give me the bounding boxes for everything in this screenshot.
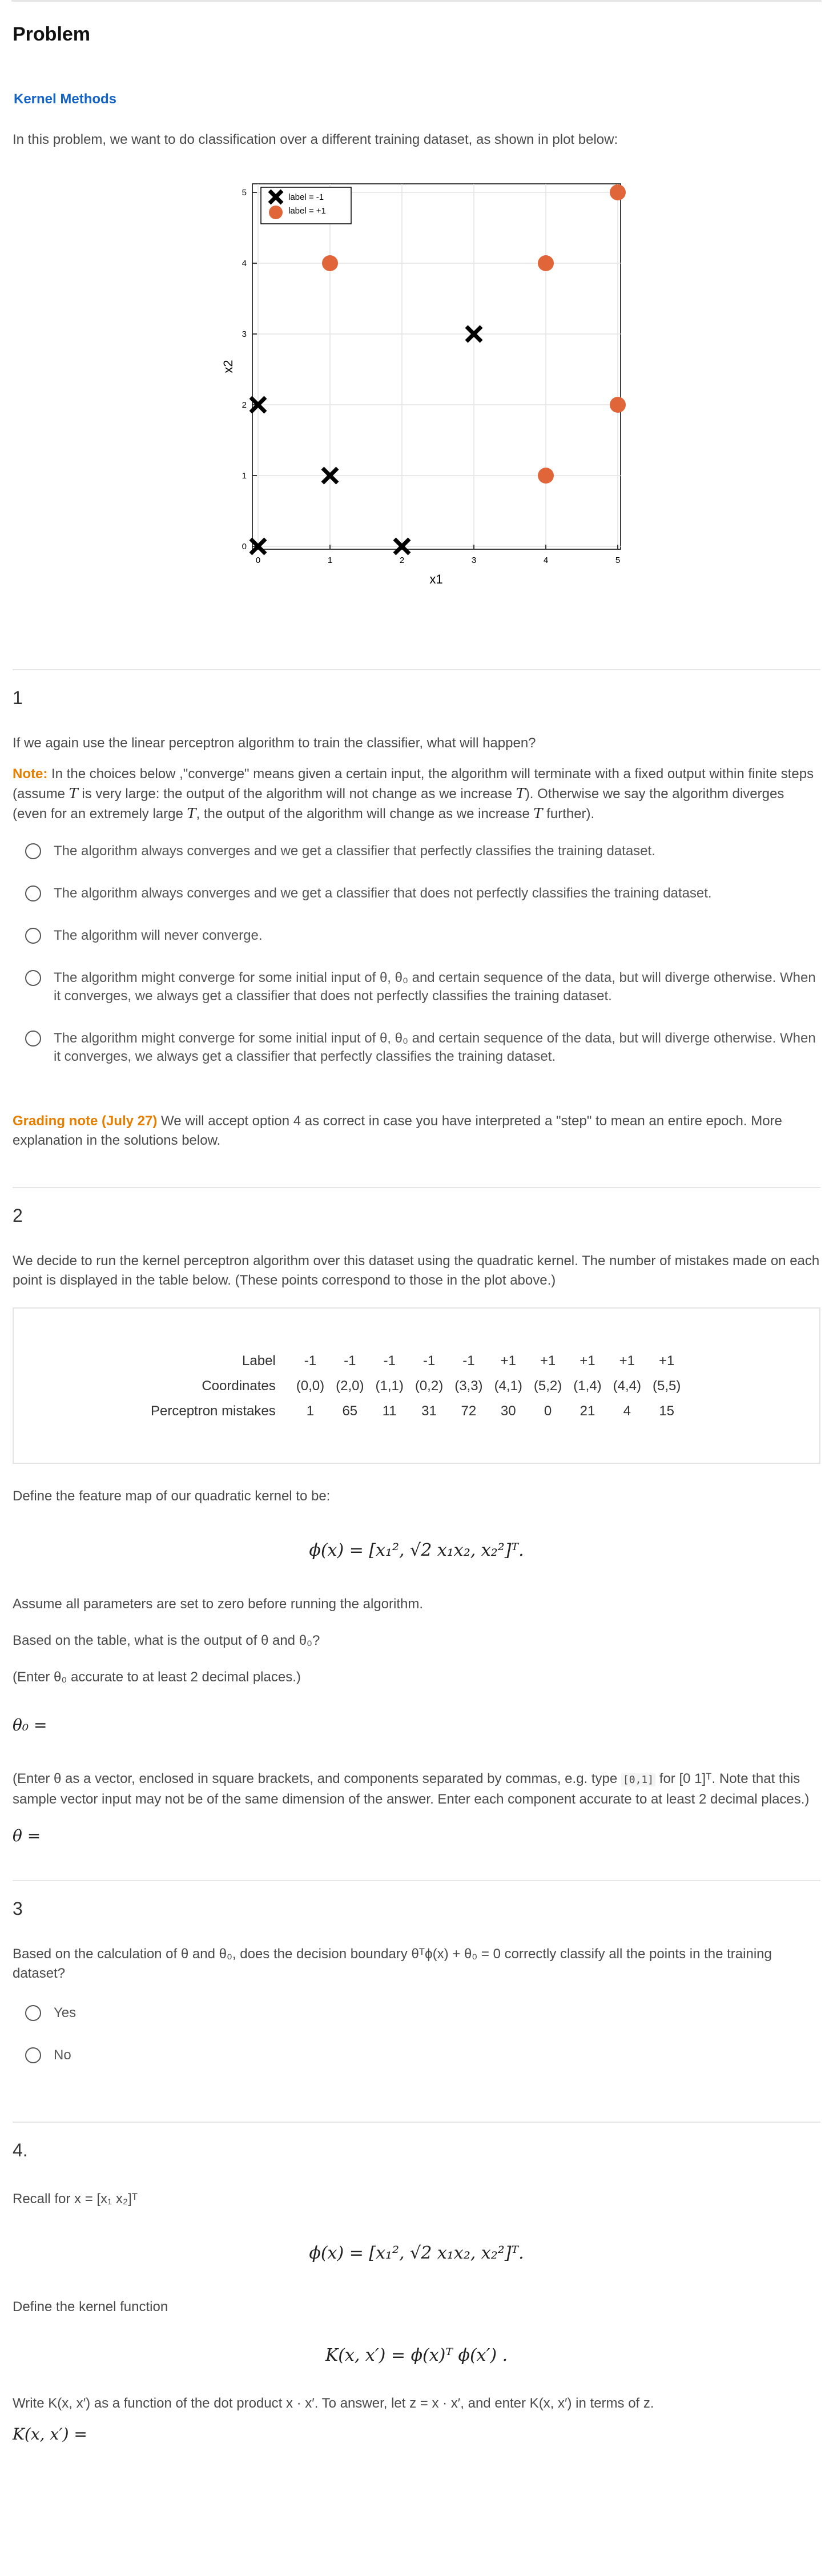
- option-label: No: [54, 2047, 71, 2063]
- kernel-answer-label: K(x, x′) =: [13, 2425, 87, 2444]
- grading-label: Grading note (July 27): [13, 1113, 158, 1129]
- note-text: ). Otherwise we say the algorithm diverges (even for an extremely large: [13, 786, 784, 822]
- x-tick-label: 4: [543, 556, 549, 565]
- y-tick-label: 5: [242, 188, 247, 198]
- mistakes-table-card: [13, 1307, 820, 1464]
- divider: [13, 1880, 820, 1881]
- table-cell: 1: [306, 1403, 315, 1419]
- x-tick-label: 3: [471, 556, 477, 565]
- theta-label: θ =: [13, 1826, 41, 1845]
- grading-text: We will accept option 4 as correct in case you have interpreted a "step" to mean an entire epoch. More explanation in the solutions below.: [13, 1113, 782, 1148]
- table-row: [145, 1374, 686, 1399]
- radio-button[interactable]: [25, 2047, 41, 2063]
- radio-button[interactable]: [25, 1031, 41, 1046]
- x-axis-label: x1: [429, 572, 443, 586]
- question-1-text: If we again use the linear perceptron algorithm to train the classifier, what will happen?: [13, 735, 536, 751]
- table-cell: 30: [500, 1403, 516, 1419]
- radio-option-2[interactable]: [13, 884, 820, 903]
- example-code: [0,1]: [621, 1773, 655, 1786]
- grading-note: [13, 1112, 820, 1150]
- row-header: Label: [242, 1353, 276, 1368]
- table-cell: (2,0): [336, 1378, 364, 1394]
- radio-option-5[interactable]: [13, 1029, 820, 1066]
- divider: [13, 2122, 820, 2123]
- y-tick-label: 3: [242, 329, 247, 339]
- table-cell: 65: [342, 1403, 358, 1419]
- table-cell: (1,4): [573, 1378, 602, 1394]
- radio-option-yes[interactable]: [13, 2004, 820, 2022]
- note-text: , the output of the algorithm will change as we increase: [196, 806, 534, 822]
- table-cell: 4: [623, 1403, 631, 1419]
- option-label: The algorithm always converges and we get a classifier that does not perfectly classifies the training dataset.: [54, 886, 712, 901]
- question-1-options: [13, 842, 820, 1066]
- x-tick-label: 5: [615, 556, 621, 565]
- table-cell: 72: [461, 1403, 477, 1419]
- y-tick-label: 2: [242, 400, 247, 410]
- legend-label: label = +1: [288, 206, 326, 216]
- note-text: is very large: the output of the algorithm will not change as we increase: [78, 786, 516, 802]
- table-cell: (5,5): [653, 1378, 681, 1394]
- option-label: The algorithm will never converge.: [54, 928, 263, 943]
- radio-button[interactable]: [25, 2005, 41, 2021]
- radio-option-4[interactable]: [13, 969, 820, 1005]
- radio-button[interactable]: [25, 928, 41, 944]
- table-cell: +1: [540, 1353, 556, 1368]
- table-cell: 0: [544, 1403, 552, 1419]
- row-header: Coordinates: [202, 1378, 276, 1394]
- question-2-intro: We decide to run the kernel perceptron algorithm over this dataset using the quadratic kernel. The number of mistakes made on each point is displayed in the table below. (These points correspond to those in the plot above.): [13, 1253, 820, 1288]
- data-point-positive: [538, 255, 554, 271]
- kernel-formula: K(x, x′) = ϕ(x)ᵀ ϕ(x′) .: [325, 2345, 508, 2365]
- radio-button[interactable]: [25, 970, 41, 986]
- x-tick-label: 2: [399, 556, 405, 565]
- table-cell: -1: [304, 1353, 317, 1368]
- radio-option-1[interactable]: [13, 842, 820, 860]
- data-point-positive: [322, 255, 338, 271]
- based-text: Based on the table, what is the output of θ and θ₀?: [13, 1633, 320, 1648]
- row-header: Perceptron mistakes: [151, 1403, 276, 1419]
- radio-option-no[interactable]: [13, 2046, 820, 2064]
- table-cell: +1: [619, 1353, 635, 1368]
- y-tick-label: 4: [242, 259, 247, 268]
- divider: [13, 1187, 820, 1188]
- page-title: Problem: [13, 23, 91, 45]
- note-var: T: [69, 786, 78, 802]
- table-cell: 21: [580, 1403, 595, 1419]
- scatter-chart: [221, 172, 638, 652]
- table-cell: (4,4): [613, 1378, 641, 1394]
- table-cell: 15: [659, 1403, 675, 1419]
- question-4-number: 4.: [13, 2140, 28, 2160]
- feature-map-intro: Define the feature map of our quadratic kernel to be:: [13, 1488, 331, 1504]
- write-kernel-text: Write K(x, x′) as a function of the dot product x · x′. To answer, let z = x · x′, and enter K(x, x′) in terms of z.: [13, 2396, 654, 2411]
- note-var: T: [516, 786, 525, 802]
- table-cell: -1: [344, 1353, 356, 1368]
- mistakes-table: [145, 1349, 686, 1424]
- table-cell: -1: [462, 1353, 475, 1368]
- option-label: The algorithm might converge for some initial input of θ, θ₀ and certain sequence of the data, but will diverge otherwise. When it converges, we always get a classifier that does not perfectly classifies the training dataset.: [54, 970, 816, 1004]
- question-3-text: Based on the calculation of θ and θ₀, does the decision boundary θᵀϕ(x) + θ₀ = 0 correctly classify all the points in the training dataset?: [13, 1946, 772, 1981]
- data-point-positive: [610, 184, 626, 200]
- table-cell: -1: [422, 1353, 436, 1368]
- legend-label: label = -1: [288, 192, 324, 202]
- note-label: Note:: [13, 766, 48, 782]
- question-2-number: 2: [13, 1205, 23, 1226]
- feature-map-formula: ϕ(x) = [x₁², √2 x₁x₂, x₂²]ᵀ.: [309, 1540, 524, 1560]
- table-cell: (5,2): [533, 1378, 562, 1394]
- plot-frame: [252, 184, 621, 549]
- table-cell: (0,0): [296, 1378, 325, 1394]
- define-kernel-text: Define the kernel function: [13, 2299, 168, 2315]
- theta0-label: θ₀ =: [13, 1716, 47, 1734]
- table-cell: 31: [421, 1403, 437, 1419]
- section-title: Kernel Methods: [14, 91, 117, 107]
- intro-text: In this problem, we want to do classification over a different training dataset, as shown in plot below:: [13, 132, 618, 147]
- note-text: In the choices below ,"converge" means given a certain input, the algorithm will terminate with a fixed output within finite steps (assume: [13, 766, 814, 802]
- option-label: The algorithm always converges and we get a classifier that perfectly classifies the training dataset.: [54, 843, 655, 859]
- top-divider: [11, 0, 822, 2]
- table-row: [145, 1399, 686, 1424]
- option-label: The algorithm might converge for some initial input of θ, θ₀ and certain sequence of the data, but will diverge otherwise. When it converges, we always get a classifier that perfectly classifies the training dataset.: [54, 1031, 816, 1064]
- radio-option-3[interactable]: [13, 927, 820, 945]
- table-cell: (4,1): [494, 1378, 522, 1394]
- data-point-positive: [610, 397, 626, 413]
- y-axis-label: x2: [221, 360, 235, 373]
- divider: [13, 669, 820, 670]
- radio-button[interactable]: [25, 843, 41, 859]
- note-text: further).: [542, 806, 595, 822]
- radio-button[interactable]: [25, 886, 41, 901]
- y-tick-label: 1: [242, 471, 247, 481]
- assume-text: Assume all parameters are set to zero before running the algorithm.: [13, 1596, 424, 1612]
- question-1-note: [13, 764, 820, 824]
- table-cell: -1: [383, 1353, 396, 1368]
- theta-instructions: [13, 1769, 820, 1809]
- option-label: Yes: [54, 2005, 77, 2020]
- table-row: [145, 1349, 686, 1374]
- note-var: T: [187, 806, 196, 822]
- question-1-number: 1: [13, 687, 23, 708]
- question-3-options: [13, 2004, 820, 2064]
- scatter-svg: [221, 172, 638, 652]
- instruction-text: for [0 1]ᵀ. Note that this sample vector input may not be of the same dimension of the answer. Enter each component accurate to at least 2 decimal places.): [13, 1771, 810, 1807]
- legend-marker-positive: [269, 206, 283, 219]
- x-tick-label: 0: [255, 556, 261, 565]
- table-cell: (1,1): [375, 1378, 404, 1394]
- problem-container: [0, 23, 833, 2444]
- x-tick-label: 1: [327, 556, 333, 565]
- table-cell: (3,3): [454, 1378, 483, 1394]
- data-point-positive: [538, 468, 554, 484]
- y-tick-label: 0: [242, 542, 247, 552]
- table-cell: +1: [500, 1353, 516, 1368]
- table-cell: +1: [658, 1353, 675, 1368]
- table-cell: 11: [382, 1403, 397, 1419]
- table-cell: (0,2): [415, 1378, 444, 1394]
- note-var: T: [533, 806, 543, 822]
- instruction-text: (Enter θ as a vector, enclosed in square brackets, and components separated by commas, e.g. type: [13, 1771, 621, 1786]
- theta0-instructions: (Enter θ₀ accurate to at least 2 decimal places.): [13, 1669, 301, 1685]
- table-cell: +1: [580, 1353, 595, 1368]
- question-3-number: 3: [13, 1898, 23, 1919]
- feature-map-formula-q4: ϕ(x) = [x₁², √2 x₁x₂, x₂²]ᵀ.: [309, 2243, 524, 2263]
- recall-text: Recall for x = [x₁ x₂]ᵀ: [13, 2191, 138, 2207]
